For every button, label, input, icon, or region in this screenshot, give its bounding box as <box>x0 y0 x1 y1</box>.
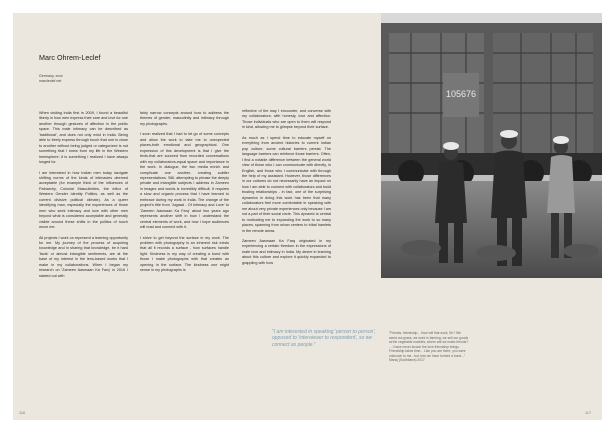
author-name: Marc Ohrem-Leclef <box>39 53 101 62</box>
paragraph: I soon realized that I had to let go of some concepts and allow the work to take me to unexpected places,both emotional and geographical. One expression of this development is that I give the texts-that are sourced from recorded conversations with my collaborators-equal space and importance in the work. In dialogue, the two media enrich and complicate one another, creating subtler representations. Still, attempting to phrase the deeply private and intangible subjects I address in Zameen in images and words is incredibly difficult. It requires a slow and organic process that I have learned to embrace during my work in India. The change of the project's title from 'Jugaad - Of Intimacy and Love' to 'Zameen Aasmaan Ka Farq' about two years ago represents another shift in how I understand the central elements of work, and how I hope audiences will read and connect with it. <box>140 132 229 230</box>
text-column-1 <box>39 111 128 284</box>
left-page <box>13 13 381 420</box>
page-number-left: 116 <box>19 411 26 415</box>
author-meta <box>39 74 63 84</box>
wagon-number: 105676 <box>445 89 477 99</box>
photo-caption: "Friends, friendship... How will that work, Sir? We weed out grass, we work in farming, we sell our goods at the vegetable markets, where will we make friends? ... I have never known the love friendship brings. Friendship takes time... Like you are there, you were unknown to me - but now we have formed a bond..." Manoj (Sodhbarra) 2017 <box>389 331 469 362</box>
paragraph: I strive to get beyond the surface in my work. The problem with photography is an inherent risk exists that all it records a surface - how surfaces handle light. Kindness is my way of creating a bond with those I make photographs with that creates an opening in the surface. The kindness one might sense in my photographs is <box>140 235 229 273</box>
page-number-right: 117 <box>585 411 592 415</box>
paragraph: I am interested in how Indian men today navigate shifting norms of the kinds of intimacies deemed acceptable (for example think of the influences of Patriarchy, Colonial Masculinities, the influx of Western Gender Identity Politics, as well as the current divisive political climate). As a queer identifying man, especially the experiences of those men who seek intimacy and love with other men beyond what is considered acceptable and generally visible around these shifts in the politics of touch move me. <box>39 170 128 230</box>
paragraph: All projects I work on represent a learning opportunity for me. My journey of the process of acquiring knowledge and in sharing that knowledge, be it hard 'facts' or almost intangible sentiments, are at the base of my interest in the lens-based works that I make in my collaborations. When I began my research on 'Zameen Aasmaan Ka Farq' in 2016 I started out with <box>39 235 128 278</box>
magazine-spread <box>13 13 602 420</box>
text-column-3 <box>242 109 331 271</box>
paragraph: Zameen Aasmaan Ka Farq originated in my experiencing a certain freedom in the expressions of male love and intimacy in India. My desire in learning about this culture and explore it quickly expanded to grappling with how <box>242 238 331 265</box>
photograph <box>381 13 602 278</box>
author-website: marcleclef.net <box>39 79 62 83</box>
author-location: Germany, xxxx <box>39 74 63 78</box>
pull-quote: "I am interested in speaking 'person to person', opposed to 'interviewer to respondent', so we connect as people." <box>272 329 376 348</box>
paragraph: As much as I spend time to educate myself on everything from ancient histories to current Indian pop culture, some cultural barriers persist. The language barriers can reinforce those barriers. Often, I find a notable difference between the general world view of those who I can communicate with directly, in English, and those who I communicate with through the help of my assistant. However, those differences in our cultures do not necessarily have an impact on how I am able to connect with collaborators and build trusting relationships - in fact, one of the surprising dynamics in doing this work has been that many collaborators feel more comfortable in speaking with me about very private experiences only because I am not a part of their social circle. This dynamic is central to motivating me to expanding the work to so many places, spanning from urban centers to tribal hamlets in the remote areas. <box>242 135 331 233</box>
paragraph: fairly narrow concepts around how to address the themes of gender, masculinity and intimacy through my photographs. <box>140 111 229 126</box>
paragraph: When visiting India first in 2009, I found a beautiful liberty in how men express their care and love for one another through gestures of affection in the public space. This male intimacy can be described as 'traditional', and does not only exist in India. Being able to freely express through touch that one is close to another without being judged or categorized is not something that I knew from my life in the Western hemisphere; it is something I realized I have always longed for. <box>39 111 129 165</box>
text-column-2 <box>140 111 229 279</box>
paragraph: reflective of the way I encounter, and converse with my collaborators: with honesty, love and affection. Those individuals who are open to them will respond in kind, allowing me to glimpse beyond their surface. <box>242 109 331 130</box>
